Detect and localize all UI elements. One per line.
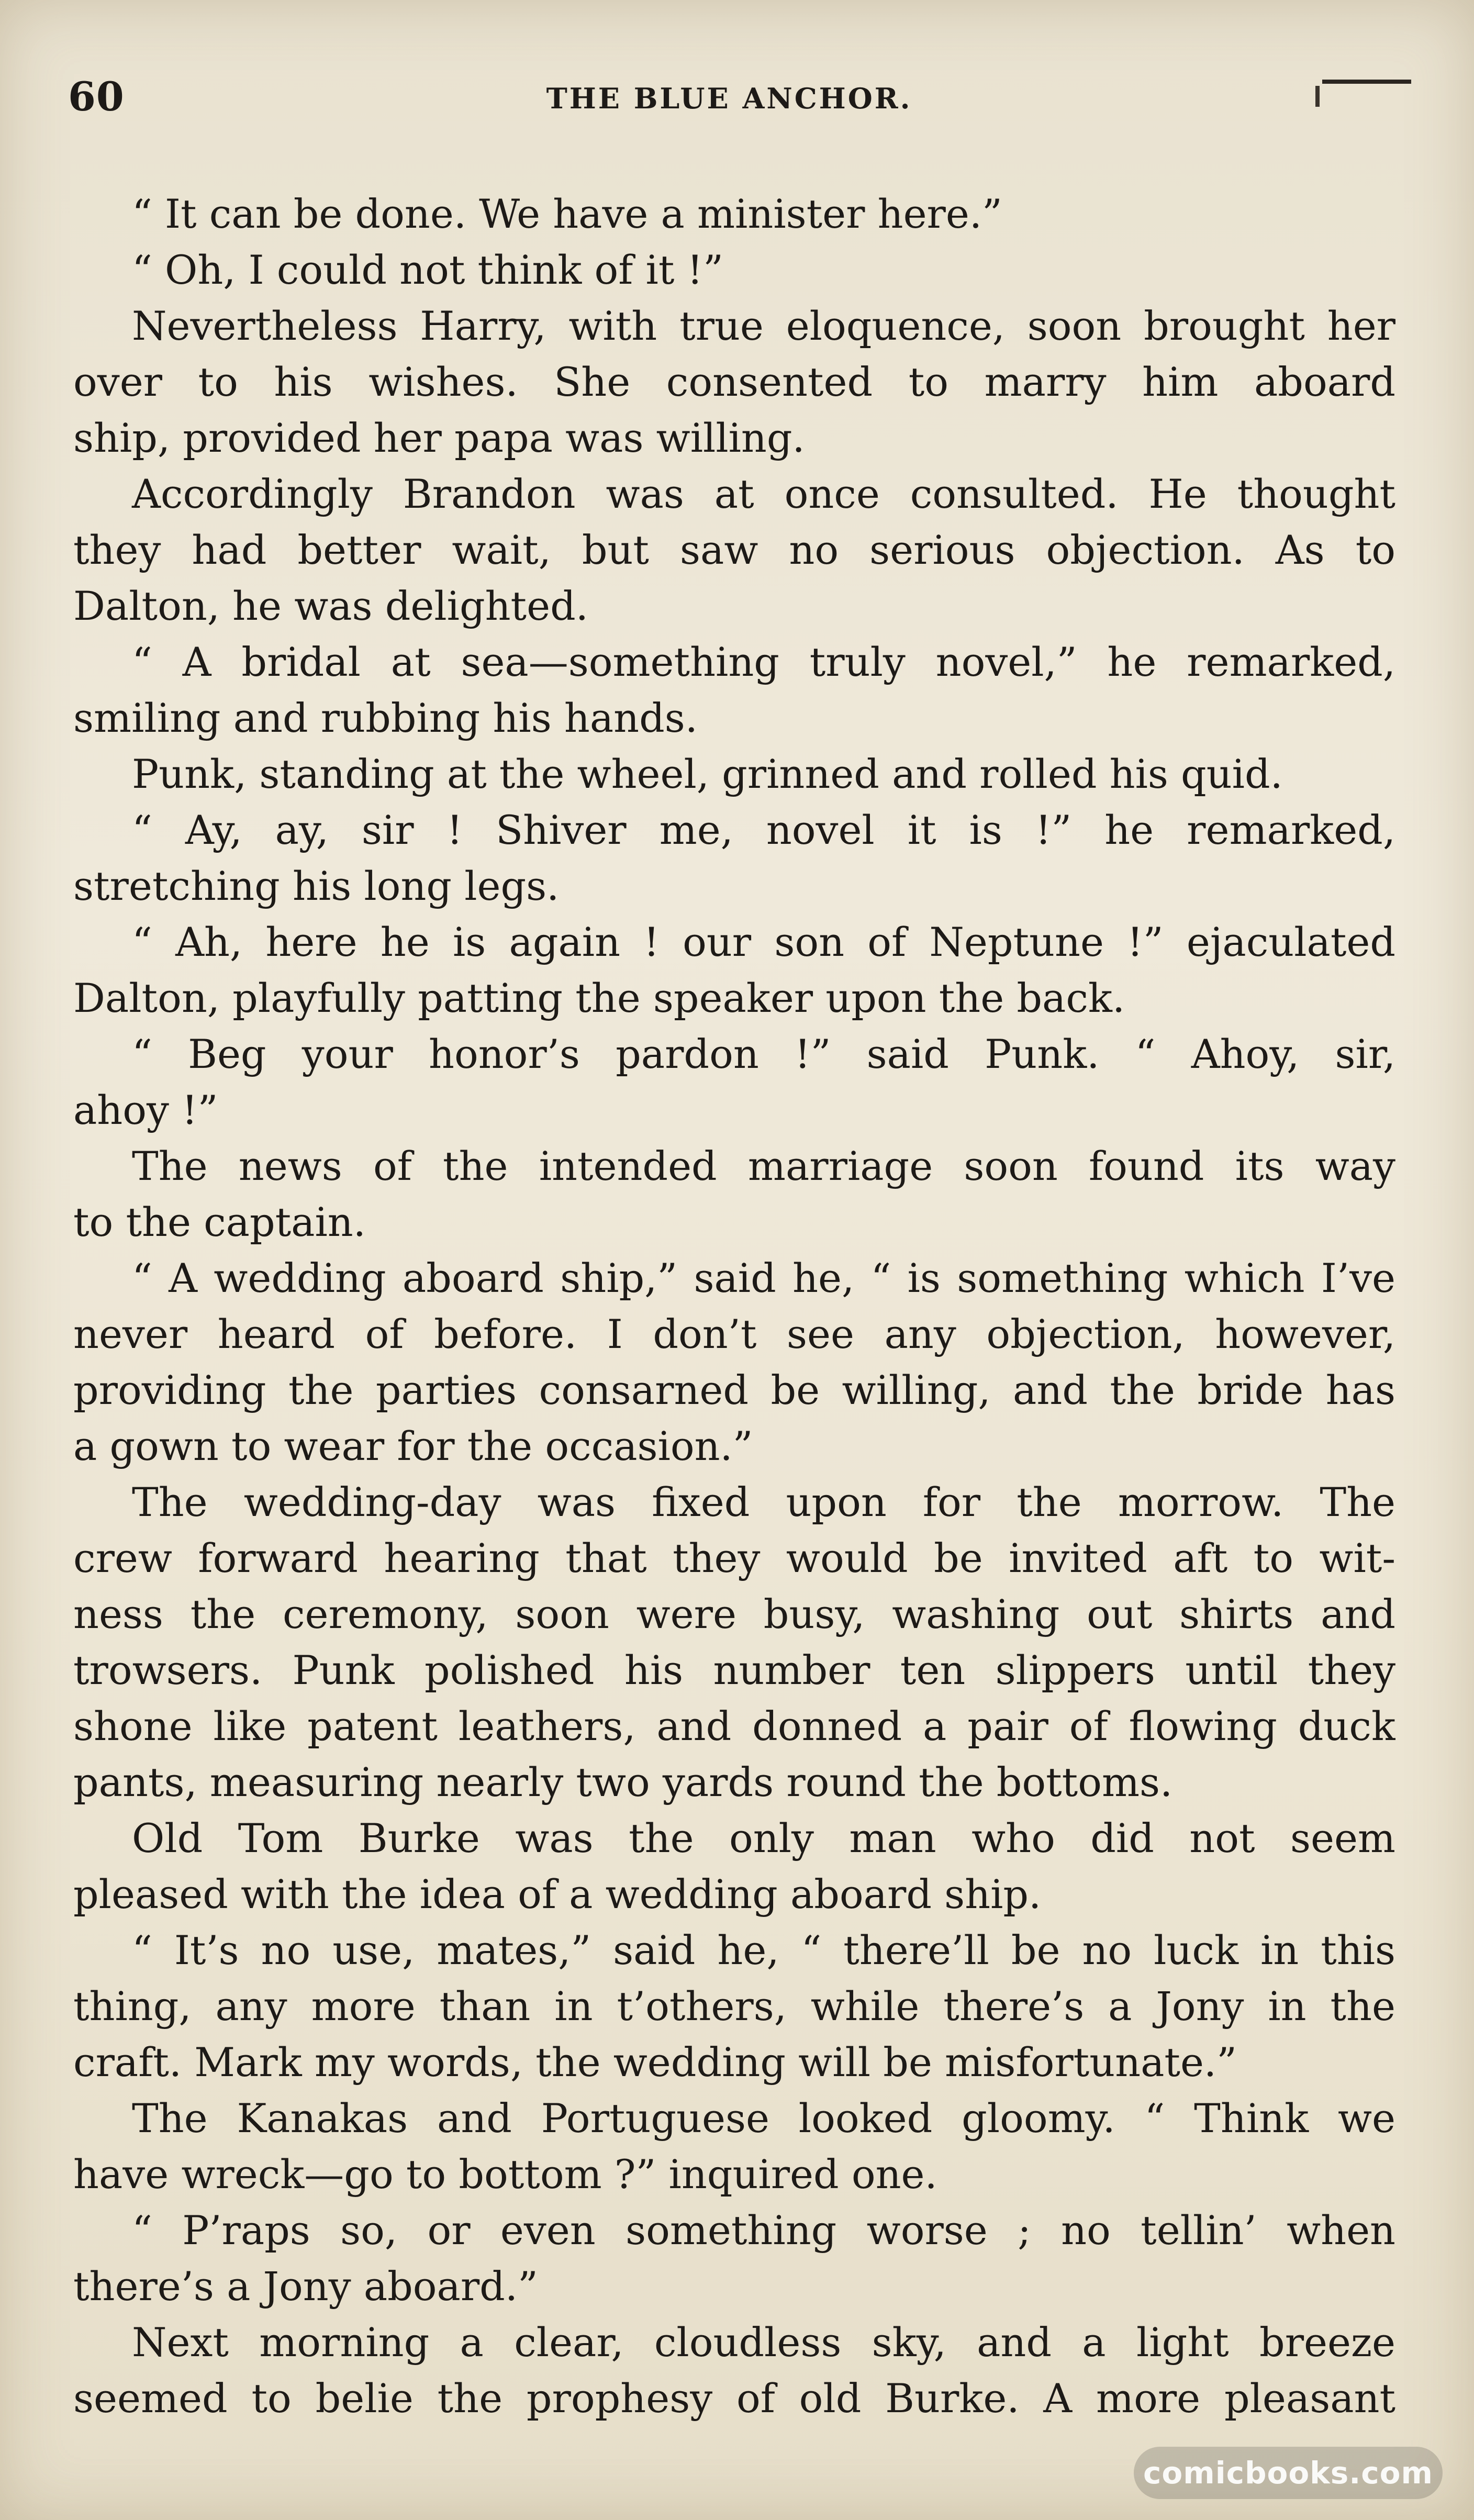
text-line: a gown to wear for the occasion.” — [73, 1423, 753, 1469]
text-line: Punk, standing at the wheel, grinned and rolled his quid. — [132, 751, 1283, 797]
text-line: Dalton, he was delighted. — [73, 583, 588, 629]
text-line: seemed to belie the prophesy of old Burke. A more pleasant — [73, 2375, 1395, 2422]
text-line: “ Ah, here he is again ! our son of Neptune !” ejaculated — [132, 919, 1395, 965]
text-line: “ A bridal at sea—something truly novel,” he remarked, — [132, 639, 1395, 685]
text-line: “ Ay, ay, sir ! Shiver me, novel it is !” he remarked, — [132, 807, 1395, 853]
text-line: “ Oh, I could not think of it !” — [132, 247, 723, 293]
watermark-logo: comicbooks.com — [1134, 2447, 1443, 2499]
running-title: THE BLUE ANCHOR. — [546, 82, 912, 115]
text-line: Next morning a clear, cloudless sky, and a light breeze — [132, 2319, 1395, 2366]
text-line: over to his wishes. She consented to marry him aboard — [73, 359, 1395, 405]
text-line: The Kanakas and Portuguese looked gloomy. “ Think we — [132, 2095, 1395, 2142]
text-line: Old Tom Burke was the only man who did not seem — [132, 1815, 1395, 1861]
text-line: Dalton, playfully patting the speaker upon the back. — [73, 975, 1125, 1021]
body-text — [73, 186, 1395, 2426]
text-line: The wedding-day was fixed upon for the morrow. The — [132, 1479, 1395, 1525]
page-number: 60 — [68, 73, 125, 120]
text-line: pleased with the idea of a wedding aboard ship. — [73, 1871, 1042, 1917]
text-line: they had better wait, but saw no serious objection. As to — [73, 527, 1395, 573]
text-line: The news of the intended marriage soon found its way — [132, 1143, 1395, 1189]
text-line: never heard of before. I don’t see any objection, however, — [73, 1311, 1395, 1357]
text-line: “ Beg your honor’s pardon !” said Punk. “ Ahoy, sir, — [132, 1031, 1395, 1077]
text-line: shone like patent leathers, and donned a pair of flowing duck — [73, 1703, 1395, 1749]
header-rule — [1322, 80, 1411, 84]
text-line: there’s a Jony aboard.” — [73, 2263, 538, 2310]
text-line: Accordingly Brandon was at once consulted. He thought — [132, 471, 1395, 517]
text-line: ness the ceremony, soon were busy, washing out shirts and — [73, 1591, 1395, 1637]
text-line: smiling and rubbing his hands. — [73, 695, 698, 741]
text-line: craft. Mark my words, the wedding will be misfortunate.” — [73, 2039, 1237, 2086]
page-header — [68, 73, 1390, 131]
text-line: “ A wedding aboard ship,” said he, “ is something which I’ve — [132, 1255, 1395, 1301]
text-line: “ P’raps so, or even something worse ; no tellin’ when — [132, 2207, 1395, 2254]
text-line: ship, provided her papa was willing. — [73, 415, 805, 461]
text-line: Nevertheless Harry, with true eloquence, soon brought her — [132, 303, 1395, 349]
text-line: trowsers. Punk polished his number ten slippers until they — [73, 1647, 1395, 1693]
text-line: stretching his long legs. — [73, 863, 560, 909]
text-line: pants, measuring nearly two yards round the bottoms. — [73, 1759, 1173, 1805]
text-line: providing the parties consarned be willing, and the bride has — [73, 1367, 1395, 1413]
text-line: “ It’s no use, mates,” said he, “ there’ll be no luck in this — [132, 1927, 1395, 1973]
text-line: “ It can be done. We have a minister here.” — [132, 191, 1002, 237]
text-line: crew forward hearing that they would be invited aft to wit- — [73, 1535, 1395, 1581]
text-line: to the captain. — [73, 1199, 366, 1245]
text-line: thing, any more than in t’others, while there’s a Jony in the — [73, 1983, 1395, 2030]
text-line: ahoy !” — [73, 1087, 218, 1133]
text-line: have wreck—go to bottom ?” inquired one. — [73, 2151, 937, 2198]
header-mark — [1315, 86, 1320, 107]
